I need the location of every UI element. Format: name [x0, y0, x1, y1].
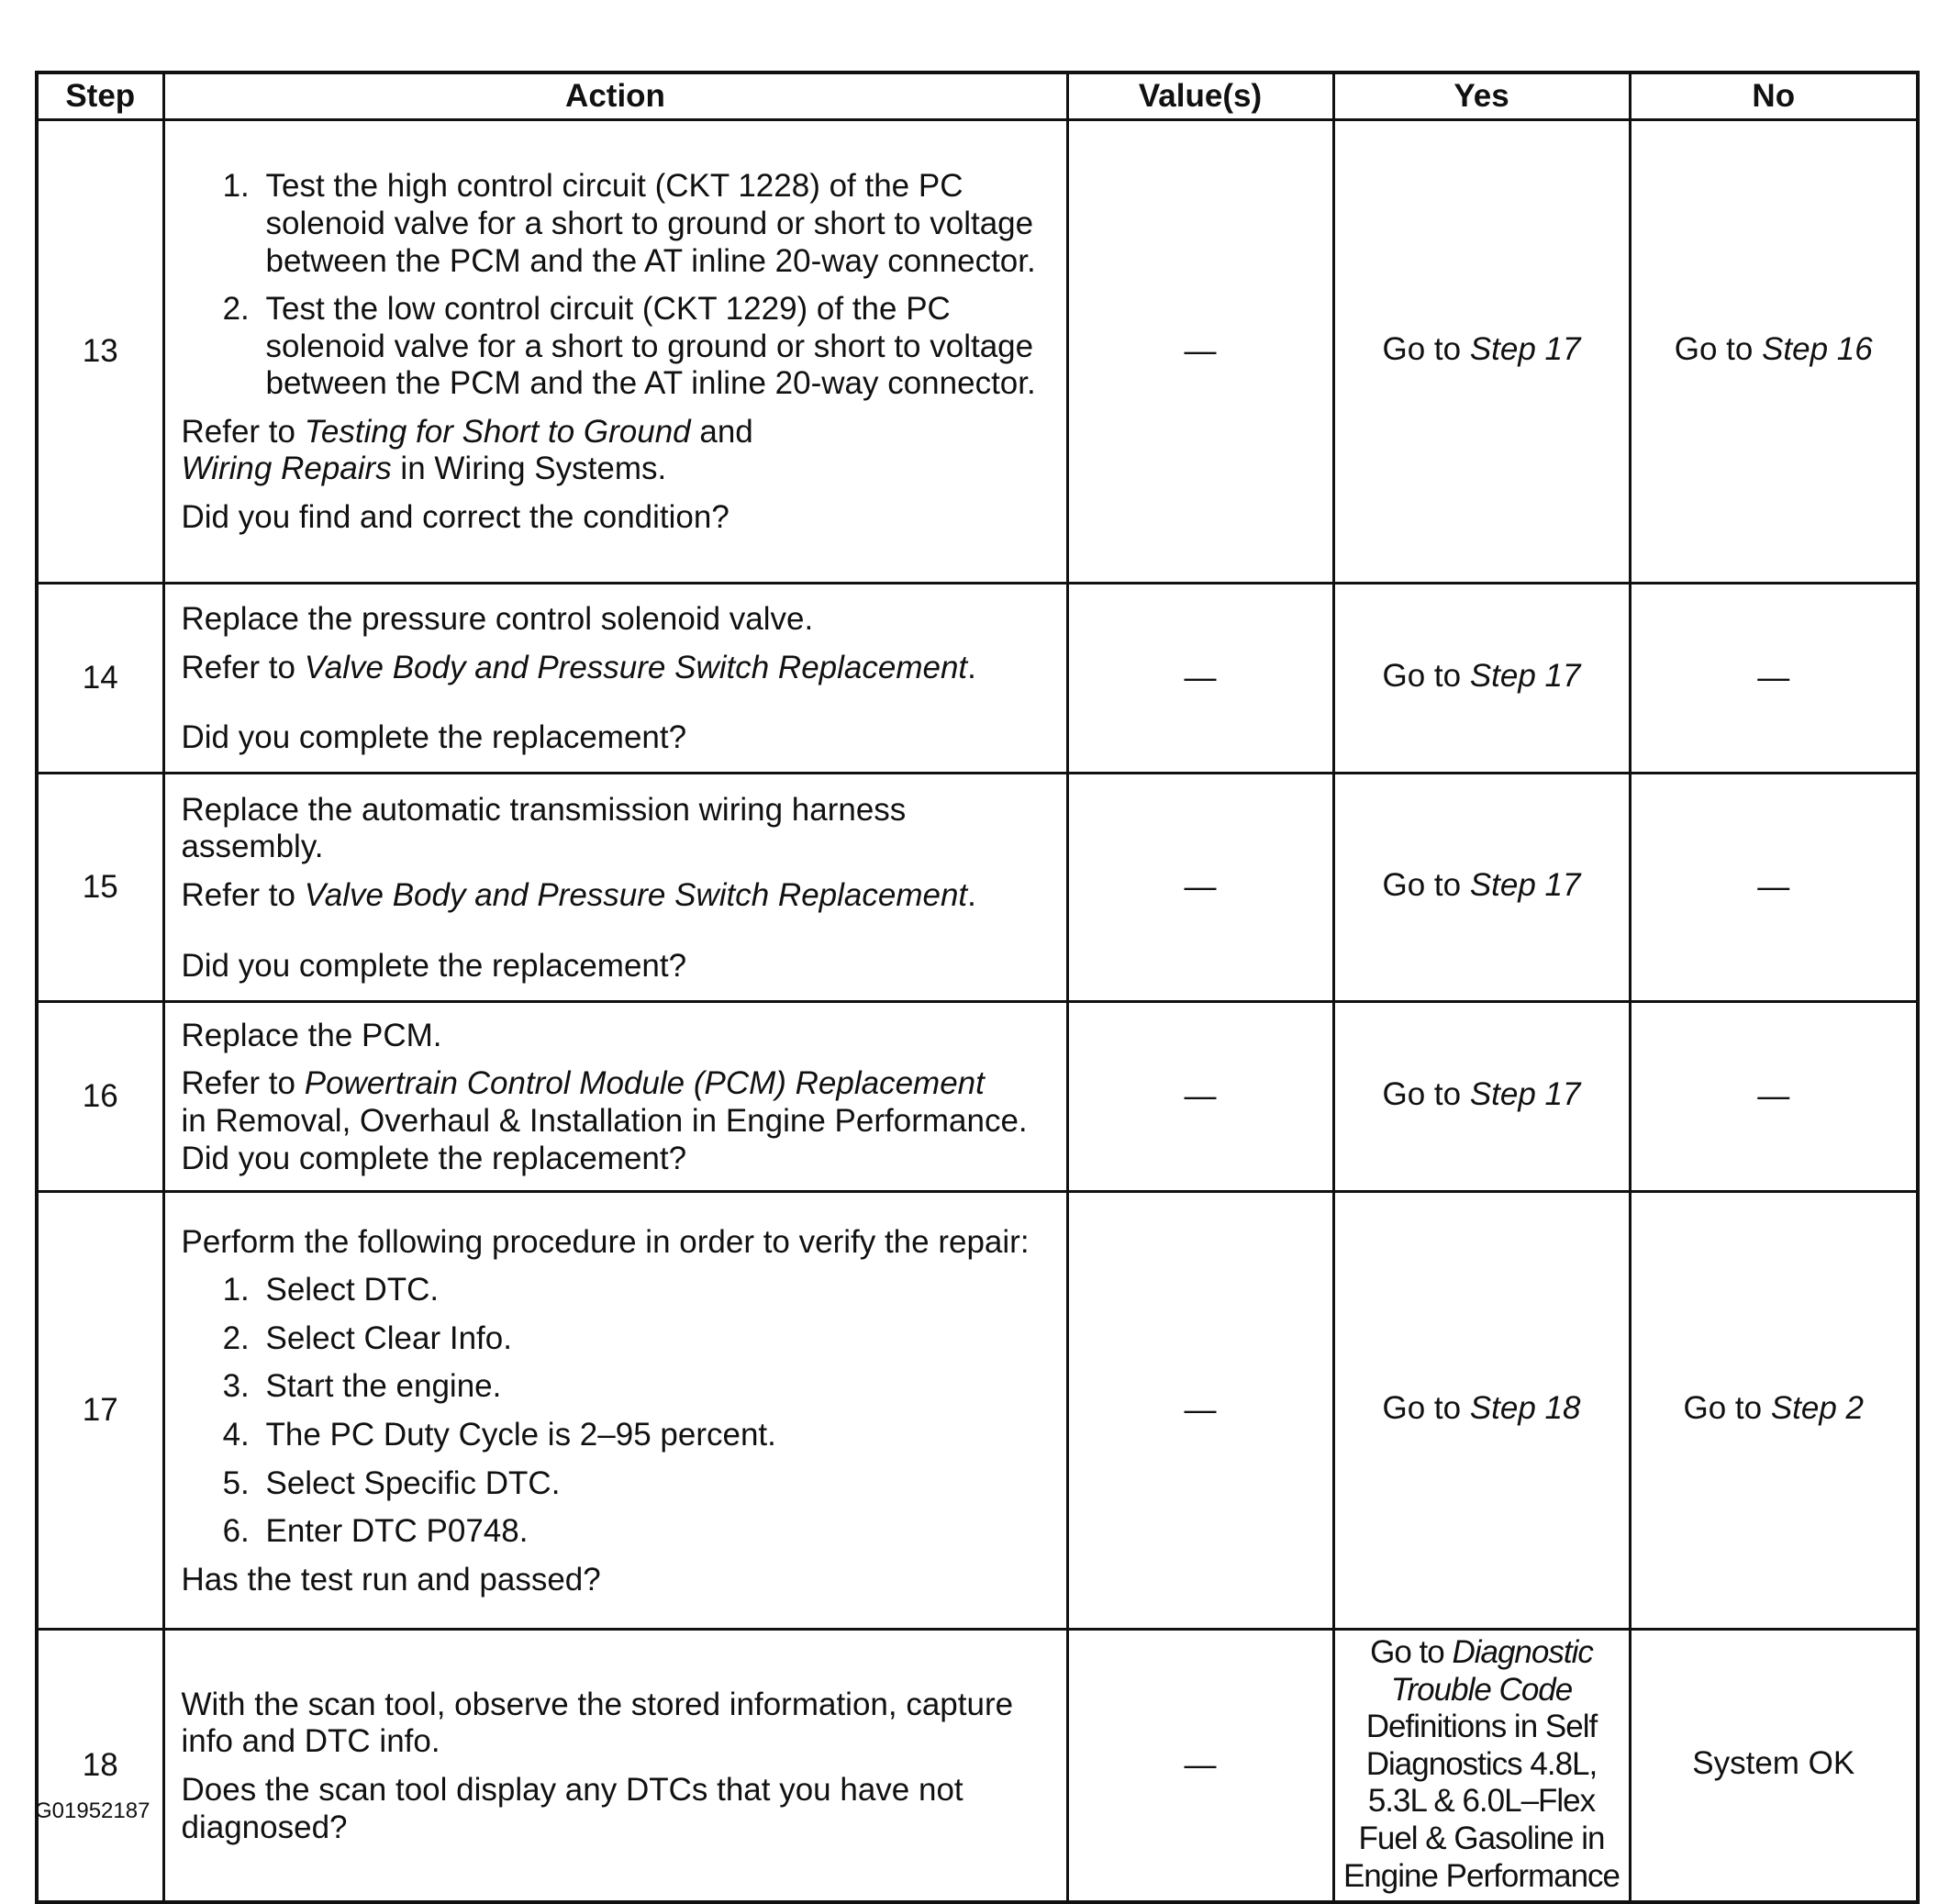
step-link[interactable]: Step 17 [1469, 658, 1581, 695]
value-cell: — [1067, 584, 1333, 774]
refer-and: and [690, 413, 753, 450]
diagnostic-table [35, 71, 1920, 1904]
action-list-item: 1. Test the high control circuit (CKT 1228) of the PC solenoid valve for a short to ground or short to voltage between the PCM and the AT inline 20-way connector. [259, 168, 1055, 280]
step-number: 14 [37, 584, 163, 774]
yes-cell [1333, 774, 1630, 1002]
yes-cell [1333, 120, 1630, 584]
refer-suffix: in Wiring Systems. [391, 451, 667, 487]
reference-text [182, 414, 1055, 451]
reference-link[interactable]: Valve Body and Pressure Switch Replacement [304, 877, 968, 913]
action-list-item: 6. Enter DTC P0748. [259, 1513, 1055, 1551]
no-cell: — [1630, 774, 1918, 1002]
action-list-item: 2. Test the low control circuit (CKT 1229) of the PC solenoid valve for a short to ground or short to voltage between the PCM and the AT inline 20-way connector. [259, 291, 1055, 403]
action-list-item: 5. Select Specific DTC. [259, 1465, 1055, 1503]
action-list-item: 4. The PC Duty Cycle is 2–95 percent. [259, 1417, 1055, 1454]
question-text: Did you complete the replacement? [181, 719, 687, 756]
step-number: 15 [37, 774, 163, 1002]
value-cell: — [1067, 774, 1333, 1002]
reference-link[interactable]: Wiring Repairs [181, 451, 392, 487]
no-cell [1630, 1192, 1918, 1630]
refer-prefix: Refer to [181, 649, 305, 685]
yes-cell [1333, 1192, 1630, 1630]
header-no: No [1630, 72, 1918, 120]
table-row-step-15 [37, 774, 1918, 1002]
goto-prefix: Go to [1382, 658, 1470, 695]
reference-link[interactable]: Powertrain Control Module (PCM) Replacement [304, 1065, 985, 1102]
action-list [182, 168, 1055, 403]
reference-suffix: in Removal, Overhaul & Installation in Engine Performance. [181, 1103, 1028, 1139]
action-cell [163, 584, 1067, 774]
value-cell: — [1067, 1192, 1333, 1630]
goto-suffix: Definitions in Self Diagnostics 4.8L, 5.3L & 6.0L–Flex Fuel & Gasoline in Engine Performance [1342, 1709, 1620, 1894]
goto-prefix: Go to [1370, 1634, 1453, 1670]
value-cell: — [1067, 1630, 1333, 1903]
step-link[interactable]: Step 17 [1469, 331, 1581, 368]
question-text: Has the test run and passed? [181, 1561, 601, 1598]
goto-prefix: Go to [1674, 331, 1763, 368]
reference-text [182, 650, 1055, 687]
yes-cell [1333, 1002, 1630, 1192]
reference-link[interactable]: Diagnostic Trouble Code [1390, 1634, 1593, 1708]
action-text: Perform the following procedure in order to verify the repair: [181, 1223, 1030, 1260]
action-list-item: 1. Select DTC. [259, 1272, 1055, 1309]
no-cell: — [1630, 584, 1918, 774]
table-row-step-17 [37, 1192, 1918, 1630]
goto-prefix: Go to [1382, 1390, 1470, 1427]
step-number: 16 [37, 1002, 163, 1192]
goto-prefix: Go to [1382, 867, 1470, 904]
question-text: Did you complete the replacement? [181, 1140, 687, 1176]
no-cell: System OK [1630, 1630, 1918, 1903]
step-link[interactable]: Step 16 [1762, 331, 1873, 368]
table-row-step-13 [37, 120, 1918, 584]
action-list-item: 3. Start the engine. [259, 1368, 1055, 1406]
value-cell: — [1067, 1002, 1333, 1192]
step-number: 13 [37, 120, 163, 584]
action-text: Replace the automatic transmission wiring harness assembly. [181, 791, 907, 865]
header-values: Value(s) [1067, 72, 1333, 120]
action-cell [163, 774, 1067, 1002]
action-text: Replace the PCM. [181, 1017, 442, 1053]
action-list [182, 1272, 1055, 1551]
question-text: Does the scan tool display any DTCs that you have not diagnosed? [181, 1772, 963, 1845]
reference-text [182, 877, 1055, 915]
table-row-step-18 [37, 1630, 1918, 1903]
header-row [37, 72, 1918, 120]
step-number: 17 [37, 1192, 163, 1630]
header-action: Action [163, 72, 1067, 120]
reference-link[interactable]: Testing for Short to Ground [304, 413, 691, 450]
step-link[interactable]: Step 2 [1770, 1390, 1865, 1427]
no-cell [1630, 120, 1918, 584]
yes-cell [1333, 584, 1630, 774]
refer-prefix: Refer to [181, 413, 305, 450]
action-text: Replace the pressure control solenoid valve. [181, 601, 814, 638]
reference-text-cont [182, 451, 1055, 488]
step-link[interactable]: Step 18 [1469, 1390, 1581, 1427]
header-step: Step [37, 72, 163, 120]
action-cell [163, 1002, 1067, 1192]
header-yes: Yes [1333, 72, 1630, 120]
value-cell: — [1067, 120, 1333, 584]
action-cell [163, 1630, 1067, 1903]
reference-link[interactable]: Valve Body and Pressure Switch Replacement [304, 649, 968, 685]
question-text: Did you find and correct the condition? [181, 499, 729, 536]
figure-id-caption: G01952187 [35, 1798, 150, 1823]
step-link[interactable]: Step 17 [1469, 867, 1581, 904]
refer-prefix: Refer to [181, 877, 305, 913]
goto-prefix: Go to [1683, 1390, 1771, 1427]
action-cell [163, 1192, 1067, 1630]
action-list-item: 2. Select Clear Info. [259, 1320, 1055, 1358]
reference-text [182, 1065, 1055, 1103]
action-text: With the scan tool, observe the stored information, capture info and DTC info. [181, 1686, 1014, 1760]
step-number: 18 [37, 1630, 163, 1903]
no-cell: — [1630, 1002, 1918, 1192]
table-row-step-16 [37, 1002, 1918, 1192]
step-link[interactable]: Step 17 [1469, 1076, 1581, 1113]
table-row-step-14 [37, 584, 1918, 774]
goto-prefix: Go to [1382, 1076, 1470, 1113]
refer-suffix: . [967, 877, 976, 913]
question-text: Did you complete the replacement? [181, 947, 687, 984]
action-cell [163, 120, 1067, 584]
refer-prefix: Refer to [181, 1065, 305, 1102]
yes-cell [1333, 1630, 1630, 1903]
refer-suffix: . [967, 649, 976, 685]
goto-prefix: Go to [1382, 331, 1470, 368]
